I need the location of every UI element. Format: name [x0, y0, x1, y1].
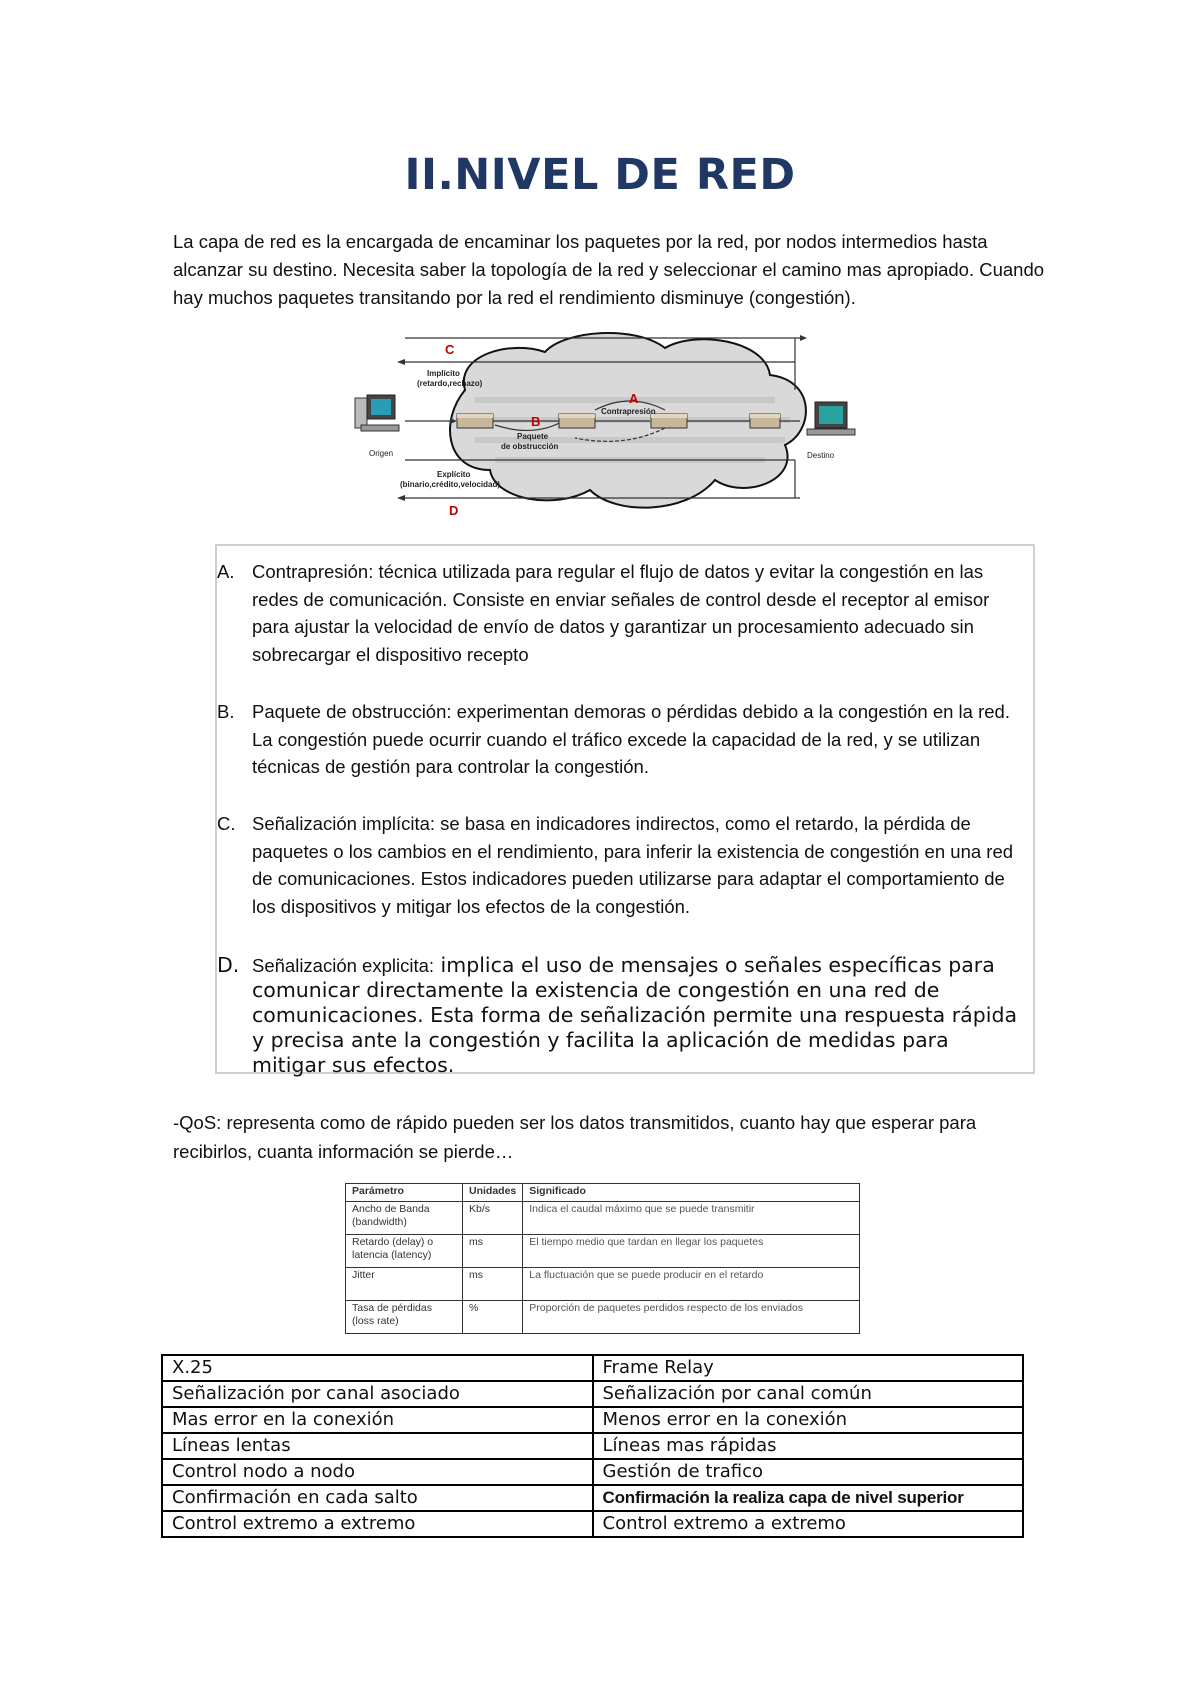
comparison-table [161, 1354, 1024, 1538]
item-term: Señalización explicita: [252, 955, 435, 976]
qos-cell: Retardo (delay) o latencia (latency) [346, 1235, 463, 1268]
qos-cell: ms [463, 1235, 523, 1268]
comparison-row [162, 1459, 1023, 1485]
qos-cell: Indica el caudal máximo que se puede transmitir [523, 1202, 860, 1235]
qos-table-row [346, 1301, 860, 1334]
qos-header-cell: Unidades [463, 1184, 523, 1202]
item-letter: A. [217, 561, 235, 582]
qos-header-cell: Significado [523, 1184, 860, 1202]
router-4 [750, 414, 780, 428]
page-title: II.NIVEL DE RED [404, 150, 796, 200]
qos-term: -QoS: [173, 1112, 222, 1133]
label-origen: Origen [369, 449, 394, 458]
label-implicito-sub: (retardo,rechazo) [417, 379, 483, 388]
item-text: se basa en indicadores indirectos, como el retardo, la pérdida de paquetes o los cambios en el rendimiento, para inferir la existencia de congestión en una red de comunicaciones. Estos indicadores pueden utilizarse para adaptar el comportamiento de los dispositivos y mitigar los efectos de la congestión. [252, 813, 1014, 917]
item-term: Señalización implícita: [252, 813, 436, 834]
qos-header-cell: Parámetro [346, 1184, 463, 1202]
comparison-cell: Líneas lentas [162, 1433, 593, 1459]
comparison-row [162, 1485, 1023, 1511]
intro-paragraph: La capa de red es la encargada de encaminar los paquetes por la red, por nodos intermedios hasta alcanzar su destino. Necesita saber la topología de la red y seleccionar el camino mas apropiado. Cuando hay muchos paquetes transitando por la red el rendimiento disminuye (congestión). [173, 231, 1045, 308]
comparison-cell: Control nodo a nodo [162, 1459, 593, 1485]
comparison-cell: Confirmación la realiza capa de nivel superior [593, 1485, 1024, 1511]
qos-cell: Proporción de paquetes perdidos respecto de los enviados [523, 1301, 860, 1334]
qos-paragraph [173, 1108, 1053, 1166]
comparison-cell: Gestión de trafico [593, 1459, 1024, 1485]
comparison-cell: Menos error en la conexión [593, 1407, 1024, 1433]
comparison-cell: Señalización por canal asociado [162, 1381, 593, 1407]
item-text: técnica utilizada para regular el flujo de datos y evitar la congestión en las redes de comunicación. Consiste en enviar señales de control desde el receptor al emisor para ajustar la velocidad de envío de datos y garantizar un procesamiento adecuado sin sobrecargar el dispositivo recepto [252, 561, 990, 665]
item-text: experimentan demoras o pérdidas debido a la congestión en la red. La congestión puede ocurrir cuando el tráfico excede la capacidad de la red, y se utilizan técnicas de gestión para controlar la congestión. [252, 701, 1010, 777]
label-obstruccion: de obstrucción [501, 442, 559, 451]
item-letter: B. [217, 701, 235, 722]
label-contrapresion: Contrapresión [601, 407, 656, 416]
comparison-cell: Control extremo a extremo [162, 1511, 593, 1537]
qos-cell: Tasa de pérdidas (loss rate) [346, 1301, 463, 1334]
label-explicito: Explícito [437, 470, 471, 479]
qos-cell: % [463, 1301, 523, 1334]
qos-cell: La fluctuación que se puede producir en el retardo [523, 1268, 860, 1301]
comparison-row [162, 1381, 1023, 1407]
item-letter: C. [217, 813, 236, 834]
comparison-cell: X.25 [162, 1355, 593, 1381]
congestion-diagram [345, 330, 860, 525]
label-paquete: Paquete [517, 432, 549, 441]
qos-cell: Jitter [346, 1268, 463, 1301]
item-text: implica el uso de mensajes o señales específicas para comunicar directamente la existencia de congestión en una red de comunicaciones. Esta forma de señalización permite una respuesta rápida y precisa ante la congestión y facilita la aplicación de medidas para mitigar sus efectos. [252, 953, 1018, 1077]
comparison-cell: Confirmación en cada salto [162, 1485, 593, 1511]
comparison-row [162, 1433, 1023, 1459]
qos-text: representa como de rápido pueden ser los datos transmitidos, cuanto hay que esperar para recibirlos, cuanta información se pierde… [173, 1112, 977, 1162]
item-term: Contrapresión: [252, 561, 374, 582]
comparison-cell: Control extremo a extremo [593, 1511, 1024, 1537]
router-3 [651, 414, 687, 428]
item-letter: D. [217, 953, 240, 977]
label-d: D [449, 503, 459, 518]
origin-computer-icon [355, 395, 399, 431]
qos-table-row [346, 1202, 860, 1235]
router-2 [559, 414, 595, 428]
label-b: B [531, 414, 541, 429]
comparison-cell: Líneas mas rápidas [593, 1433, 1024, 1459]
label-a: A [629, 391, 639, 406]
comparison-cell: Frame Relay [593, 1355, 1024, 1381]
item-term: Paquete de obstrucción: [252, 701, 452, 722]
definition-item-d [217, 953, 1037, 1078]
qos-cell: Kb/s [463, 1202, 523, 1235]
label-destino: Destino [807, 451, 835, 460]
comparison-cell: Mas error en la conexión [162, 1407, 593, 1433]
comparison-row [162, 1355, 1023, 1381]
qos-table-header-row [346, 1184, 860, 1202]
qos-cell: El tiempo medio que tardan en llegar los paquetes [523, 1235, 860, 1268]
qos-table-row [346, 1268, 860, 1301]
qos-table-row [346, 1235, 860, 1268]
qos-cell: Ancho de Banda (bandwidth) [346, 1202, 463, 1235]
router-1 [457, 414, 493, 428]
comparison-row [162, 1511, 1023, 1537]
label-c: C [445, 342, 455, 357]
comparison-cell: Señalización por canal común [593, 1381, 1024, 1407]
definition-item-c [217, 810, 1037, 920]
label-explicito-sub: (binario,crédito,velocidad) [400, 480, 501, 489]
definition-item-b [217, 698, 1037, 781]
qos-cell: ms [463, 1268, 523, 1301]
comparison-row [162, 1407, 1023, 1433]
qos-parameters-table [345, 1183, 860, 1334]
definition-item-a [217, 558, 1037, 668]
label-implicito: Implícito [427, 369, 460, 378]
